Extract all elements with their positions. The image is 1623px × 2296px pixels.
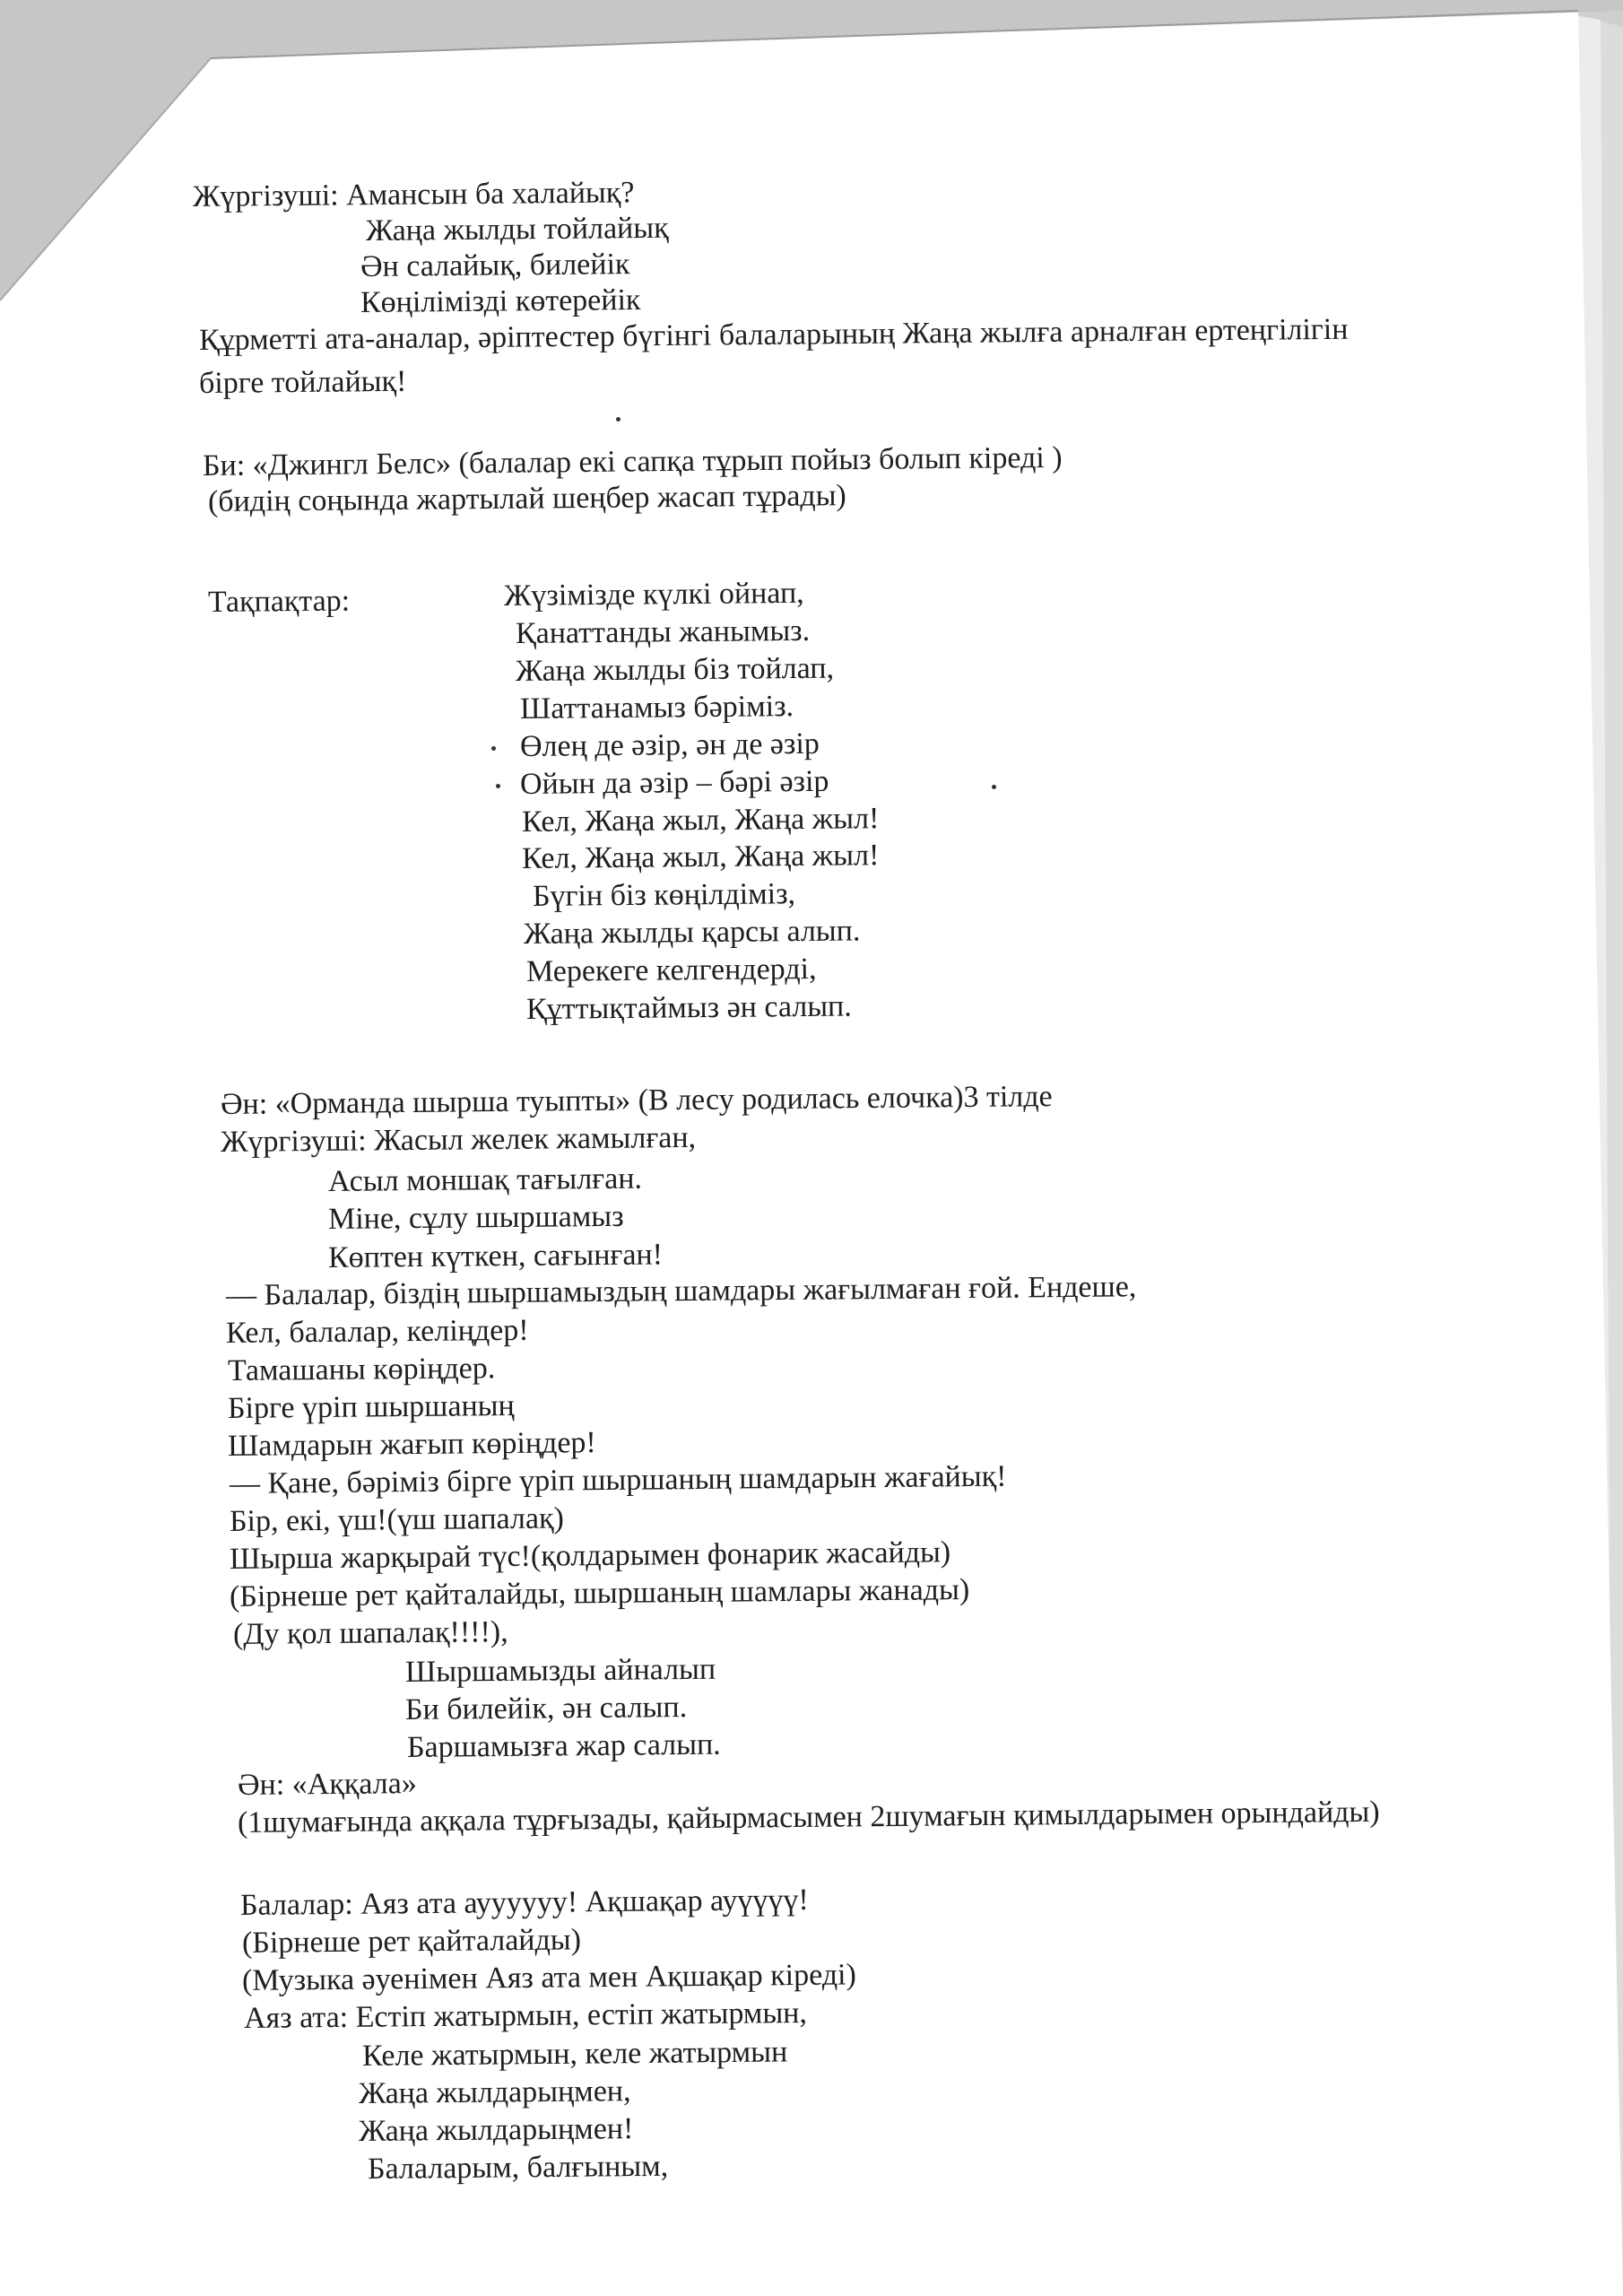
text-line: Бүгін біз көңілдіміз, [532, 877, 796, 913]
text-line: Балаларым, балғыным, [367, 2149, 669, 2186]
text-line: Шыршамызды айналып [404, 1652, 716, 1689]
text-line: — Қане, бәріміз бірге үріп шыршаның шамдарын жағайық! [229, 1459, 1007, 1500]
text-line: бірге тойлайық! [198, 364, 407, 400]
text-line: Шаттанамыз бәріміз. [519, 690, 794, 726]
text-line: Аяз ата: Естіп жатырмын, естіп жатырмын, [243, 1996, 808, 2035]
text-line: Жүргізуші: Амансын ба халайық? [192, 176, 635, 213]
text-line: Жаңа жылды тойлайық [365, 211, 669, 248]
text-line: (Бірнеше рет қайталайды, шыршаның шамлары жанады) [229, 1573, 970, 1613]
text-line: (Ду қол шапалақ!!!!), [232, 1615, 508, 1651]
text-line: Би: «Джингл Белс» (балалар екі сапқа тұрып пойыз болып кіреді ) [202, 440, 1063, 483]
text-line: (Музыка әуенімен Аяз ата мен Ақшақар кіреді) [241, 1958, 857, 1997]
text-line: (1шумағында аққала тұрғызады, қайырмасымен 2шумағын қимылдарымен орындайды) [237, 1795, 1380, 1839]
text-line: Кел, Жаңа жыл, Жаңа жыл! [521, 839, 880, 875]
scan-speck [491, 746, 496, 751]
text-line: Жүргізуші: Жасыл желек жамылған, [220, 1120, 697, 1159]
text-line: Баршамызға жар салып. [406, 1727, 721, 1764]
text-line: — Балалар, біздің шыршамыздың шамдары жағылмаған ғой. Ендеше, [225, 1270, 1137, 1312]
text-line: Өлең де әзір, ән де әзір [519, 726, 820, 763]
text-line: Құттықтаймыз ән салып. [525, 989, 852, 1026]
text-line: Көптен күткен, сағынған! [327, 1238, 664, 1274]
scan-speck [496, 784, 500, 788]
text-line: Асыл моншақ тағылған. [327, 1161, 643, 1198]
text-line: Келе жатырмын, келе жатырмын [361, 2035, 788, 2073]
text-line: Құрметті ата-аналар, әріптестер бүгінгі балаларының Жаңа жылға арналған ертеңгілігін [198, 312, 1349, 357]
text-line: (Бірнеше рет қайталайды) [241, 1923, 582, 1960]
scan-speck [992, 785, 996, 789]
text-line: Тамашаны көріңдер. [227, 1352, 496, 1387]
text-line: Би билейік, ән салып. [404, 1690, 688, 1726]
text-line: (бидің соңында жартылай шеңбер жасап тұрады) [207, 479, 846, 518]
section-label: Тақпақтар: [207, 584, 351, 619]
text-line: Ән: «Орманда шырша туыпты» (В лесу родилась елочка)3 тілде [220, 1080, 1053, 1121]
text-line: Міне, сұлу шыршамыз [327, 1199, 624, 1236]
text-line: Жаңа жылды біз тойлап, [515, 651, 835, 688]
text-line: Ән салайық, билейік [360, 248, 630, 283]
text-line: Жүзімізде күлкі ойнап, [503, 576, 804, 613]
text-line: Қанаттанды жанымыз. [515, 613, 811, 650]
text-line: Жаңа жылды қарсы алып. [523, 914, 861, 951]
text-line: Шырша жарқырай түс!(қолдарымен фонарик жасайды) [229, 1535, 951, 1576]
text-line: Көңілімізді көтерейік [360, 283, 641, 319]
scan-speck [616, 417, 621, 422]
text-line: Бірге үріп шыршаның [227, 1388, 515, 1425]
text-line: Кел, балалар, келіңдер! [225, 1313, 529, 1350]
text-line: Ән: «Аққала» [237, 1767, 417, 1802]
text-line: Ойын да әзір – бәрі әзір [519, 764, 829, 801]
text-line: Шамдарын жағып көріңдер! [227, 1426, 596, 1463]
text-line: Мерекеге келгендерді, [525, 952, 817, 988]
text-line: Жаңа жылдарыңмен! [358, 2112, 634, 2148]
text-line: Кел, Жаңа жыл, Жаңа жыл! [521, 802, 880, 839]
text-line: Бір, екі, үш!(үш шапалақ) [229, 1501, 564, 1538]
text-line: Жаңа жылдарыңмен, [358, 2074, 631, 2110]
text-line: Балалар: Аяз ата ауууууу! Ақшақар ауүүүү! [239, 1883, 809, 1922]
